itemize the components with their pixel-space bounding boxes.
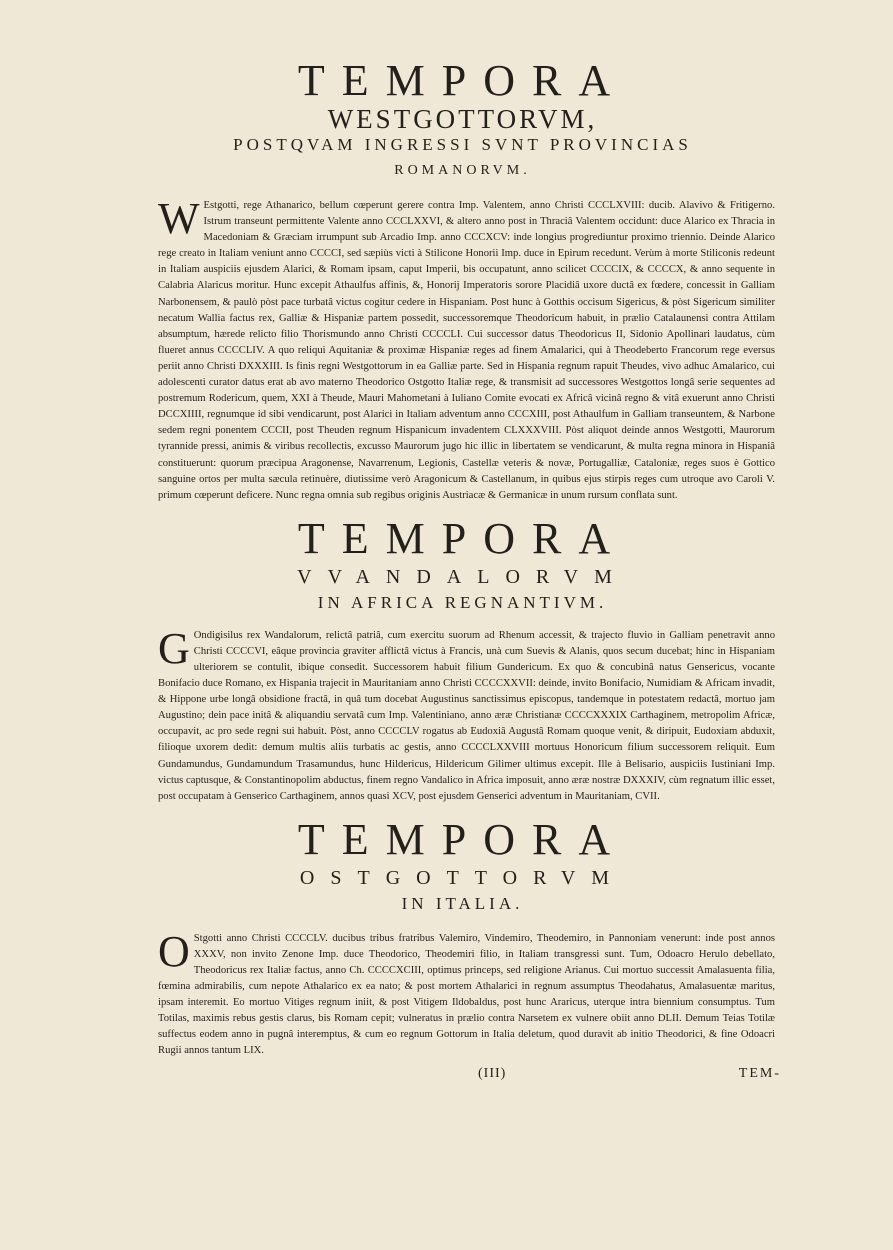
paragraph-body: Ondigisilus rex Wandalorum, relictâ patriâ, cum exercitu suorum ad Rhenum accessit, & trajecto fluvio in Galliam penetravit anno Christi CCCCVI, eâque provincia graviter afflictâ victus à Francis, unà cum Suevis & Alanis, quos secum ducebat; hinc in Hispaniam ulteriorem se contulit, ibique consedit. Successorem habuit filium Gundericum. Ex quo & concubinâ natus Gensericus, vocante Bonifacio duce Romano, ex Hispania trajecit in Mauritaniam anno Christi CCCCXXVII: deinde, invito Bonifacio, Numidiam & Africam invadit, & Hippone urbe longâ obsidione fractâ, in quâ tum docebat Augustinus sanctissimus episcopus, tandemque in potestatem redactâ, mortuo jam Augustino; dein pace initâ & aliquandiu servatâ cum Imp. Valentiniano, anno æræ Christianæ CCCCXXXIX Carthaginem, metropolim Africæ, occupavit, ac pro sede regni sui habuit. Pòst, anno CCCCLV rogatus ab Eudoxiâ Augustâ Romam quoque venit, & diripuit, Eudoxiam abduxit, filioque uxorem dedit: demum multis aliis turbatis ac gestis, anno CCCCLXXVIII mortuus Honoricum filium successorem reliquit. Eum Gundamundus, Gundamundum Trasamundus, hunc Hildericus, Hildericum Gilimer ultimus excepit. Ille à Belisario, auspiciis Iustiniani Imp. victus captusque, & Constantinopolim abductus, finem regno Vandalico in Africa imposuit, anno æræ nostræ DXXXIV, cùm regnatum illic esset, post occupatam à Genserico Carthaginem, annos quasi XCV, post ejusdem Genserici adventum in Mauritaniam, CVII. (158, 629, 775, 802)
section-subtitle: OSTGOTTORVM (299, 866, 626, 889)
paragraph-body: Stgotti anno Christi CCCCLV. ducibus tribus fratribus Valemiro, Vindemiro, Theodemiro, in Pannoniam venerunt: inde post annos XXXV, non invito Zenone Imp. duce Theodorico, Theodemiri filio, in Italiam transgressi sunt. Tum, Odoacro Herulo debellato, Theodoricus rex Italiæ factus, anno Ch. CCCCXCIII, optimus princeps, sed religione Arianus. Cui mortuo successit Amalasuenta filia, fœmina admirabilis, cum nepote Athalarico ex ea nato; & post mortem Athalarici in regnum assumptus Theodahatus, Amalasuentæ maritus, ipsam interemit. Eo mortuo Vitiges regnum iniit, & post Vitigem Ildobaldus, post hunc Araricus, uterque intra biennium consumptus. Tum Totilas, maximis rebus gestis clarus, bis Romam cepit; vulneratus in prælio contra Narsetem ex vulnere obiit anno DLII. Demum Teias Totilæ suffectus eodem anno in pugnâ interemptus, & cum eo regnum Gottorum in Italia deletum, quod duravit ab initio Theodorici, & fine Odoacri Rugii annos tantum LIX. (158, 932, 775, 1057)
section-westgoths-text (158, 194, 775, 504)
section-title: TEMPORA (297, 814, 628, 864)
section-vandals-text (158, 623, 775, 805)
section-subtitle: VVANDALORVM (297, 565, 628, 588)
section-title: TEMPORA (297, 56, 628, 105)
section-caption: IN ITALIA. (401, 893, 524, 913)
section-ostrogoths-heading (150, 814, 775, 915)
page-number: (III) (478, 1065, 507, 1081)
drop-cap: O (158, 926, 190, 976)
section-title: TEMPORA (297, 513, 628, 563)
section-caption: IN AFRICA REGNANTIVM. (317, 592, 608, 612)
section-subtitle: WESTGOTTORVM, (327, 104, 598, 134)
section-caption: POSTQVAM INGRESSI SVNT PROVINCIAS (233, 135, 692, 154)
section-caption-2: ROMANORVM. (394, 163, 531, 178)
section-ostrogoths-text (158, 926, 775, 1060)
drop-cap: W (158, 194, 200, 243)
catchword: TEM- (738, 1065, 781, 1081)
paragraph-body: Estgotti, rege Athanarico, bellum cœperunt gerere contra Imp. Valentem, anno Christi CCCLXVIII: ducib. Alavivo & Fritigerno. Istrum transeunt permittente Valente anno CCCLXXVI, & altero anno post in Thraciâ Valentem occidunt: duce Alarico ex Thracia in Macedoniam & Græciam irrumpunt sub Arcadio Imp. anno CCCXCV: inde longius progrediuntur proximo triennio. Deinde Alarico rege creato in Italiam veniunt anno CCCCI, sed sæpiùs victi à Stilicone Honorii Imp. duce in Epirum recedunt. Verùm à morte Stiliconis redeunt in Italiam auspiciis ejusdem Alarici, & Romam ipsam, caput Imperii, bis occupatunt, anno scilicet CCCCIX, & CCCCX, & anno sequente in Calabria Alaricus moritur. Hunc excepit Athaulfus affinis, &, Honorij Imperatoris sorore Placidiâ uxore ductâ ex fœdere, concessit in Galliam Narbonensem, & paulò pòst pace turbatâ victus cogitur cedere in Hispaniam. Post hunc à Gotthis occisum Sigericus, & pòst Sigericum similiter necatum Wallia factus rex, Galliæ & Hispaniæ partem possedit, successoremque Theodoricum habuit, in prælio Catalaunensi contra Attilam absumptum, hærede relicto filio Thorismundo anno Christi CCCCLI. Cui successor datus Theodoricus II, Sidonio Apollinari laudatus, cùm flueret annus CCCCLIV. A quo reliqui Aquitaniæ & proximæ Hispaniæ reges ad finem Amalarici, qui à Theodeberto Francorum rege eversus periit anno Christi DXXXIII. Is finis regni Westgottorum in ea Galliæ parte. Sed in Hispania regnum rapuit Theudes, vivo adhuc Amalarico, cui adolescenti curator datus erat ab avo materno Theodorico Ostgotto Italiæ rege, & transmisit ad successores Westgottos longâ serie sequentes ad postremum Rodericum, quem, XXI à Theude, Mauri Mahometani à Iuliano Comite evocati ex Africâ vicinâ regno & vitâ exuerunt anno Christi DCCXIIII, regnumque id sibi vendicarunt, post Alarici in Italiam adventum anno CCCXIII, post Athaulfum in Galliam transeuntem, & Narbone sedem regni ponentem CCCII, post Theuden regnum Hispanicum invadentem CLXXXVIII. Pòst aliquot deinde annos Westgotti, Maurorum tyrannide pressi, animis & viribus recollectis, excusso Maurorum jugo hic illic in libertatem se vendicarunt, & multa regna minora in Hispaniâ constituerunt: quorum præcipua Aragonense, Navarrenum, Legionis, Castellæ veteris & novæ, Portugalliæ, Cataloniæ, reges suos è Gottico sanguine ortos per multa sæcula retinuère, diutissime verò Aragonicum & Castellanum, in quibus ejus stirpis reges cum utroque avo Caroli V. primum cœperunt deficere. Nunc regna omnia sub regibus originis Austriacæ & Germanicæ in unum rursum conflata sunt. (158, 200, 775, 501)
section-westgoths-heading (150, 58, 775, 182)
page-footer (158, 1065, 781, 1086)
drop-cap: G (158, 623, 190, 673)
section-vandals-heading (150, 513, 775, 614)
